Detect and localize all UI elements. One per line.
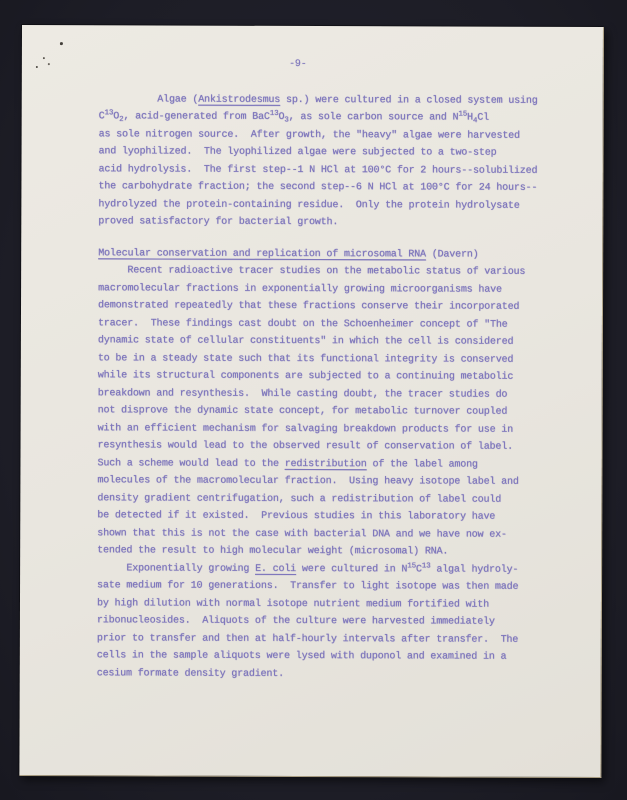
paper-speck: [48, 63, 50, 65]
text-line: acid hydrolysis. The first step--1 N HCl at 100°C for 2 hours--solubilized: [98, 163, 538, 177]
text-line: ribonucleosides. Aliquots of the culture were harvested immediately: [96, 615, 495, 628]
text-line: macromolecular fractions in exponentially growing microorganisms have: [98, 282, 502, 296]
document-page: [19, 25, 604, 778]
text-line: density gradient centrifugation, such a redistribution of label could: [97, 492, 502, 506]
text-line: by high dilution with normal isotope nutrient medium fortified with: [96, 597, 490, 611]
section-heading: Molecular conservation and replication of microsomal RNA (Davern): [98, 247, 479, 261]
text-line: not disprove the dynamic state concept, for metabolic turnover coupled: [97, 405, 508, 418]
text-line: the carbohydrate fraction; the second step--6 N HCl at 100°C for 24 hours--: [98, 181, 538, 194]
text-line: demonstrated repeatedly that these fractions conserve their incorporated: [98, 300, 520, 313]
text-line: and lyophilized. The lyophilized algae were subjected to a two-step: [98, 146, 497, 159]
text-line: Such a scheme would lead to the redistribution of the label among: [97, 457, 478, 471]
text-line: Algae (Ankistrodesmus sp.) were cultured in a closed system using: [98, 93, 538, 107]
text-line: to be in a steady state such that its functional integrity is conserved: [97, 352, 514, 366]
text-line: Recent radioactive tracer studies on the metabolic status of various: [98, 265, 526, 278]
text-line: hydrolyzed the protein-containing residue. Only the protein hydrolysate: [98, 198, 520, 212]
text-line: cells in the sample aliquots were lysed with duponol and examined in a: [96, 650, 507, 663]
text-line: while its structural components are subjected to a continuing metabolic: [97, 370, 514, 383]
text-line: cesium formate density gradient.: [96, 667, 284, 680]
text-line: with an efficient mechanism for salvaging breakdown products for use in: [97, 422, 514, 436]
text-line: resynthesis would lead to the observed result of conservation of label.: [97, 440, 513, 453]
text-line: Exponentially growing E. coli were cultured in $N^{15}C^{13}$ algal hydroly-: [97, 561, 519, 576]
text-line: molecules of the macromolecular fraction. Using heavy isotope label and: [97, 475, 519, 488]
text-line: shown that this is not the case with bacterial DNA and we have now ex-: [97, 527, 507, 541]
paper-speck: [60, 42, 63, 45]
page-body: [97, 91, 603, 684]
text-line: be detected if it existed. Previous studies in this laboratory have: [97, 510, 496, 523]
text-line: tended the result to high molecular weight (microsomal) RNA.: [97, 545, 449, 558]
text-line: $C^{13}O_2$, acid-generated from $BaC^{13}O_3$, as sole carbon source and $N^{15}H_4Cl$: [98, 109, 489, 126]
page-content: [20, 25, 603, 684]
text-line: proved satisfactory for bacterial growth.: [98, 216, 339, 229]
paper-speck: [36, 66, 38, 68]
text-line: breakdown and resynthesis. While casting doubt, the tracer studies do: [97, 387, 508, 401]
paper-speck: [43, 57, 45, 59]
page-number: -9-: [289, 58, 307, 70]
text-line: as sole nitrogen source. After growth, the "heavy" algae were harvested: [98, 128, 520, 142]
text-line: dynamic state of cellular constituents" in which the cell is considered: [97, 335, 514, 348]
text-line: prior to transfer and then at half-hourly intervals after transfer. The: [96, 632, 519, 646]
text-line: sate medium for 10 generations. Transfer to light isotope was then made: [97, 580, 519, 593]
text-line: tracer. These findings cast doubt on the Schoenheimer concept of "The: [97, 317, 508, 331]
